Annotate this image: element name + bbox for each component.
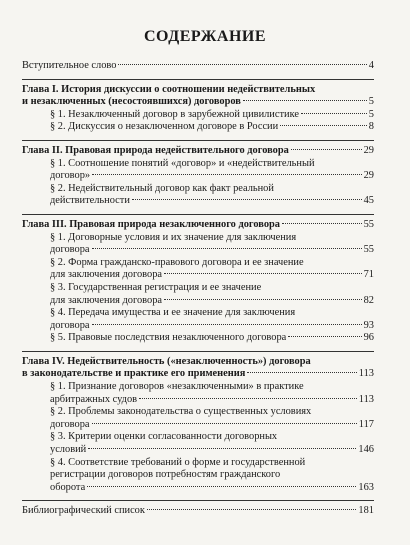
entry-label: арбитражных судов bbox=[50, 393, 138, 405]
section-3-4-line1: § 4. Передача имущества и ее значение для заключения bbox=[50, 307, 296, 319]
dot-leader bbox=[164, 273, 362, 274]
dot-leader bbox=[288, 336, 361, 337]
entry-page: 4 bbox=[368, 60, 374, 71]
dot-leader bbox=[301, 113, 367, 114]
section-2-2-line1: § 2. Недействительный договор как факт реальной bbox=[50, 182, 274, 194]
entry-page: 117 bbox=[358, 418, 374, 430]
section-2-1-line1: § 1. Соотношение понятий «договор» и «недействительный bbox=[50, 157, 315, 169]
entry-page: 181 bbox=[358, 505, 374, 517]
entry-label: договора bbox=[50, 418, 90, 430]
section-4-4-line2: регистрации договоров потребностям гражданского bbox=[50, 469, 281, 481]
entry-label: Глава II. Правовая природа недействительного договора bbox=[22, 144, 289, 156]
chapter-3-heading bbox=[22, 219, 374, 232]
entry-label: для заключения договора bbox=[50, 294, 163, 306]
entry-page: 5 bbox=[368, 96, 374, 108]
section-1-2 bbox=[22, 121, 374, 134]
chapter-1-heading-cont bbox=[22, 96, 374, 109]
divider bbox=[22, 500, 374, 501]
dot-leader bbox=[147, 509, 356, 510]
dot-leader bbox=[118, 64, 366, 65]
entry-label: и незаключенных (несостоявшихся) договоров bbox=[22, 96, 241, 108]
section-3-3-line1: § 3. Государственная регистрация и ее значение bbox=[50, 281, 262, 293]
dot-leader bbox=[280, 125, 367, 126]
entry-label: § 5. Правовые последствия незаключенного договора bbox=[50, 332, 287, 344]
section-2-1 bbox=[22, 170, 374, 183]
section-3-4 bbox=[22, 320, 374, 333]
dot-leader bbox=[139, 398, 357, 399]
entry-label: § 1. Незаключенный договор в зарубежной цивилистике bbox=[50, 108, 299, 120]
divider bbox=[22, 140, 374, 141]
entry-label: действительности bbox=[50, 195, 130, 207]
section-3-2-line1: § 2. Форма гражданско-правового договора и ее значение bbox=[50, 256, 304, 268]
dot-leader bbox=[92, 174, 362, 175]
entry-label: в законодательстве и практике его применения bbox=[22, 368, 246, 380]
dot-leader bbox=[243, 100, 367, 101]
entry-page: 146 bbox=[358, 444, 374, 456]
entry-page: 8 bbox=[368, 121, 374, 133]
section-4-2-line1: § 2. Проблемы законодательства о существенных условиях bbox=[50, 406, 312, 418]
dot-leader bbox=[282, 223, 362, 224]
entry-page: 113 bbox=[358, 393, 374, 405]
dot-leader bbox=[164, 299, 362, 300]
dot-leader bbox=[247, 372, 356, 373]
divider bbox=[22, 79, 374, 80]
chapter-1-heading: Глава I. История дискуссии о соотношении недействительных bbox=[22, 83, 316, 95]
dot-leader bbox=[92, 423, 357, 424]
section-4-4 bbox=[22, 482, 374, 495]
section-4-3-line1: § 3. Критерии оценки согласованности договорных bbox=[50, 431, 278, 443]
section-4-1-line1: § 1. Признание договоров «незаключенными» в практике bbox=[50, 381, 304, 393]
toc-entry-intro bbox=[22, 60, 374, 73]
entry-label: оборота bbox=[50, 481, 86, 493]
entry-label: Глава III. Правовая природа незаключенного договора bbox=[22, 218, 281, 230]
section-4-4-line1: § 4. Соответствие требований о форме и государственной bbox=[50, 456, 306, 468]
entry-page: 71 bbox=[363, 269, 374, 281]
dot-leader bbox=[132, 199, 362, 200]
section-3-2 bbox=[22, 269, 374, 282]
entry-label: договора bbox=[50, 319, 90, 331]
chapter-2-heading bbox=[22, 145, 374, 158]
divider bbox=[22, 214, 374, 215]
entry-page: 29 bbox=[363, 170, 374, 182]
chapter-4-heading-cont bbox=[22, 368, 374, 381]
entry-label: § 2. Дискуссия о незаключенном договоре в России bbox=[50, 121, 279, 133]
section-3-1 bbox=[22, 244, 374, 257]
toc-entry-bibliography bbox=[22, 505, 374, 518]
entry-label: для заключения договора bbox=[50, 269, 163, 281]
entry-page: 93 bbox=[363, 319, 374, 331]
entry-page: 113 bbox=[358, 368, 374, 380]
dot-leader bbox=[87, 486, 356, 487]
entry-label: договор» bbox=[50, 170, 91, 182]
entry-page: 45 bbox=[363, 195, 374, 207]
entry-page: 82 bbox=[363, 294, 374, 306]
chapter-4-heading: Глава IV. Недействительность («незаключенность») договора bbox=[22, 355, 311, 367]
entry-page: 96 bbox=[363, 332, 374, 344]
entry-label: Вступительное слово bbox=[22, 60, 117, 71]
section-4-1 bbox=[22, 394, 374, 407]
entry-label: условий bbox=[50, 444, 87, 456]
section-2-2 bbox=[22, 195, 374, 208]
entry-page: 55 bbox=[363, 218, 374, 230]
section-3-1-line1: § 1. Договорные условия и их значение для заключения bbox=[50, 231, 297, 243]
dot-leader bbox=[92, 248, 362, 249]
dot-leader bbox=[88, 448, 356, 449]
entry-page: 55 bbox=[363, 244, 374, 256]
page-title: СОДЕРЖАНИЕ bbox=[143, 28, 267, 45]
entry-page: 5 bbox=[368, 108, 374, 120]
section-4-2 bbox=[22, 419, 374, 432]
table-of-contents bbox=[22, 60, 374, 518]
section-3-3 bbox=[22, 295, 374, 308]
entry-label: Библиографический список bbox=[22, 505, 145, 517]
section-4-3 bbox=[22, 444, 374, 457]
entry-label: договора bbox=[50, 244, 90, 256]
dot-leader bbox=[291, 149, 362, 150]
entry-page: 29 bbox=[363, 144, 374, 156]
section-3-5 bbox=[22, 332, 374, 345]
section-1-1 bbox=[22, 109, 374, 122]
dot-leader bbox=[92, 324, 362, 325]
entry-page: 163 bbox=[358, 481, 374, 493]
divider bbox=[22, 351, 374, 352]
